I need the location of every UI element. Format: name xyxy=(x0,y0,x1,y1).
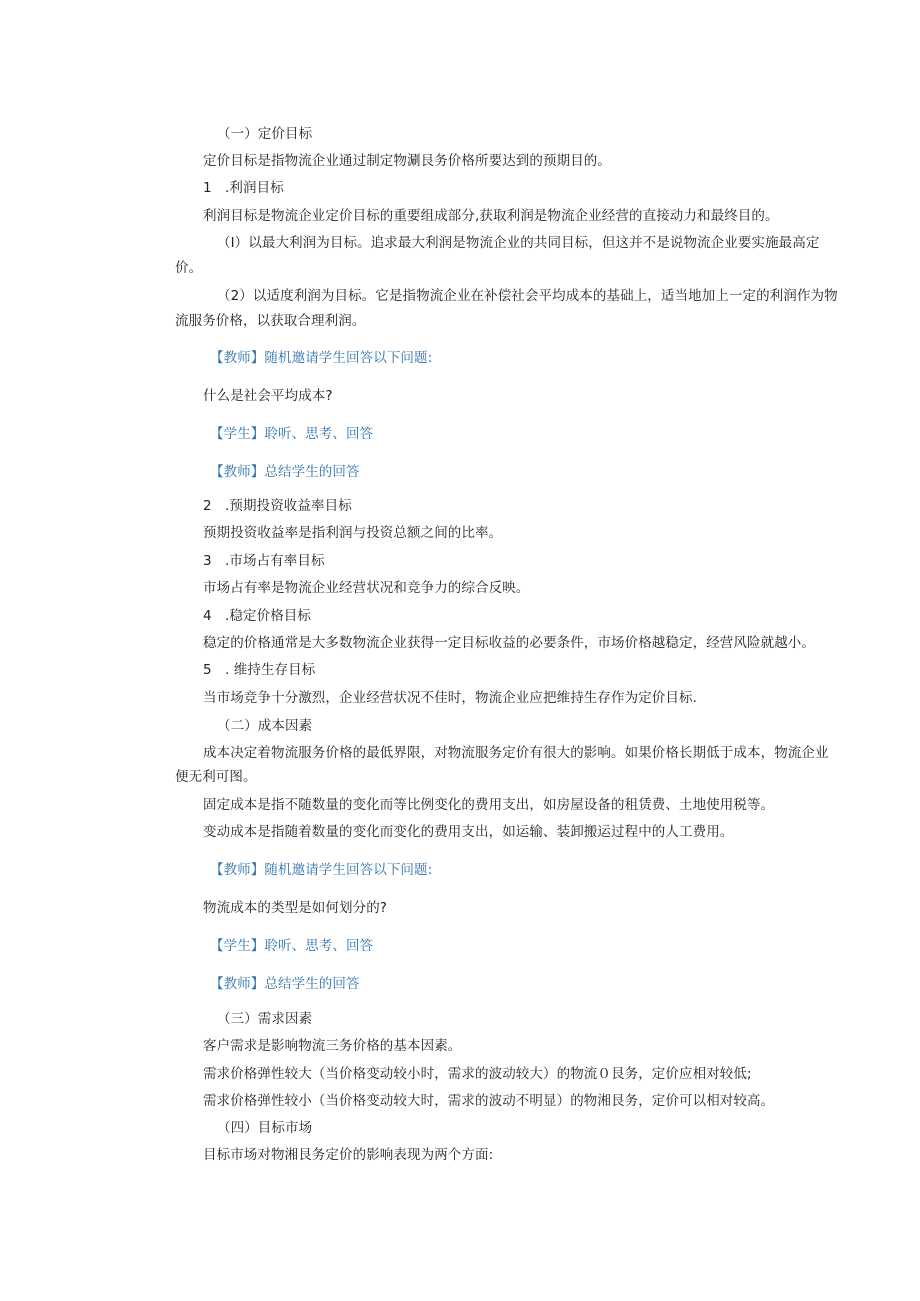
subheading-profit-goal xyxy=(203,178,284,198)
section-heading-demand-factors: （三）需求因素 xyxy=(217,1011,313,1027)
paragraph: 需求价格弹性较大（当价格变动较小时，需求的波动较大）的物流０艮务，定价应相对较低; xyxy=(203,1066,752,1082)
item-number: 1 xyxy=(203,180,212,196)
paragraph: 市场占有率是物流企业经营状况和竞争力的综合反映。 xyxy=(203,580,530,596)
item-title: .稳定价格目标 xyxy=(225,608,311,624)
paragraph: 利润目标是物流企业定价目标的重要组成部分,获取利润是物流企业经营的直接动力和最终目的。 xyxy=(203,208,779,224)
item-title: . 维持生存目标 xyxy=(225,662,316,678)
question: 什么是社会平均成本? xyxy=(203,388,333,404)
paragraph-continuation: 便无利可图。 xyxy=(175,769,257,785)
item-number: 2 xyxy=(203,498,212,514)
item-title: .预期投资收益率目标 xyxy=(225,498,352,514)
paragraph: 客户需求是影响物流三务价格的基本因素。 xyxy=(203,1038,462,1054)
subheading-market-share-goal xyxy=(203,551,325,571)
paragraph: 预期投资收益率是指利润与投资总额之间的比率。 xyxy=(203,525,503,541)
paragraph-continuation: 价。 xyxy=(175,260,203,276)
subheading-stable-price-goal xyxy=(203,606,311,626)
student-response: 【学生】聆听、思考、回答 xyxy=(210,938,374,954)
subheading-roi-goal xyxy=(203,496,352,516)
paragraph: 目标市场对物湘艮务定价的影响表现为两个方面: xyxy=(203,1147,494,1163)
teacher-prompt: 【教师】随机邀请学生回答以下问题: xyxy=(210,862,433,878)
item-title: .利润目标 xyxy=(225,180,284,196)
question: 物流成本的类型是如何划分的? xyxy=(203,900,388,916)
paragraph: 成本决定着物流服务价格的最低界限，对物流服务定价有很大的影响。如果价格长期低于成本，物流企业 xyxy=(203,745,829,761)
student-response: 【学生】聆听、思考、回答 xyxy=(210,426,374,442)
paragraph: （I）以最大利润为目标。追求最大利润是物流企业的共同目标，但这并不是说物流企业要实施最高定 xyxy=(217,235,820,251)
section-heading-pricing-goals: （一）定价目标 xyxy=(217,126,313,142)
paragraph: 定价目标是指物流企业通过制定物涮艮务价格所要达到的预期目的。 xyxy=(203,153,611,169)
item-number: 4 xyxy=(203,608,212,624)
teacher-summary: 【教师】总结学生的回答 xyxy=(210,976,360,992)
subheading-survival-goal xyxy=(203,660,315,680)
paragraph: （2）以适度利润为目标。它是指物流企业在补偿社会平均成本的基础上，适当地加上一定的利润作为物 xyxy=(217,288,838,304)
paragraph: 变动成本是指随着数量的变化而变化的费用支出，如运输、装卸搬运过程中的人工费用。 xyxy=(203,824,734,840)
paragraph: 稳定的价格通常是大多数物流企业获得一定目标收益的必要条件，市场价格越稳定，经营风险就越小。 xyxy=(203,635,815,651)
section-heading-cost-factors: （二）成本因素 xyxy=(217,718,313,734)
paragraph: 固定成本是指不随数量的变化而等比例变化的费用支出，如房屋设备的租赁费、土地使用税等。 xyxy=(203,797,775,813)
item-number: 5 xyxy=(203,662,212,678)
section-heading-target-market: （四）目标市场 xyxy=(217,1120,313,1136)
paragraph: 当市场竞争十分激烈，企业经营状况不佳时，物流企业应把维持生存作为定价目标. xyxy=(203,690,697,706)
teacher-prompt: 【教师】随机邀请学生回答以下问题: xyxy=(210,350,433,366)
paragraph: 需求价格弹性较小（当价格变动较大时，需求的波动不明显）的物湘艮务，定价可以相对较高。 xyxy=(203,1093,775,1109)
item-number: 3 xyxy=(203,553,212,569)
teacher-summary: 【教师】总结学生的回答 xyxy=(210,464,360,480)
paragraph-continuation: 流服务价格，以获取合理利润。 xyxy=(175,313,366,329)
item-title: .市场占有率目标 xyxy=(225,553,325,569)
